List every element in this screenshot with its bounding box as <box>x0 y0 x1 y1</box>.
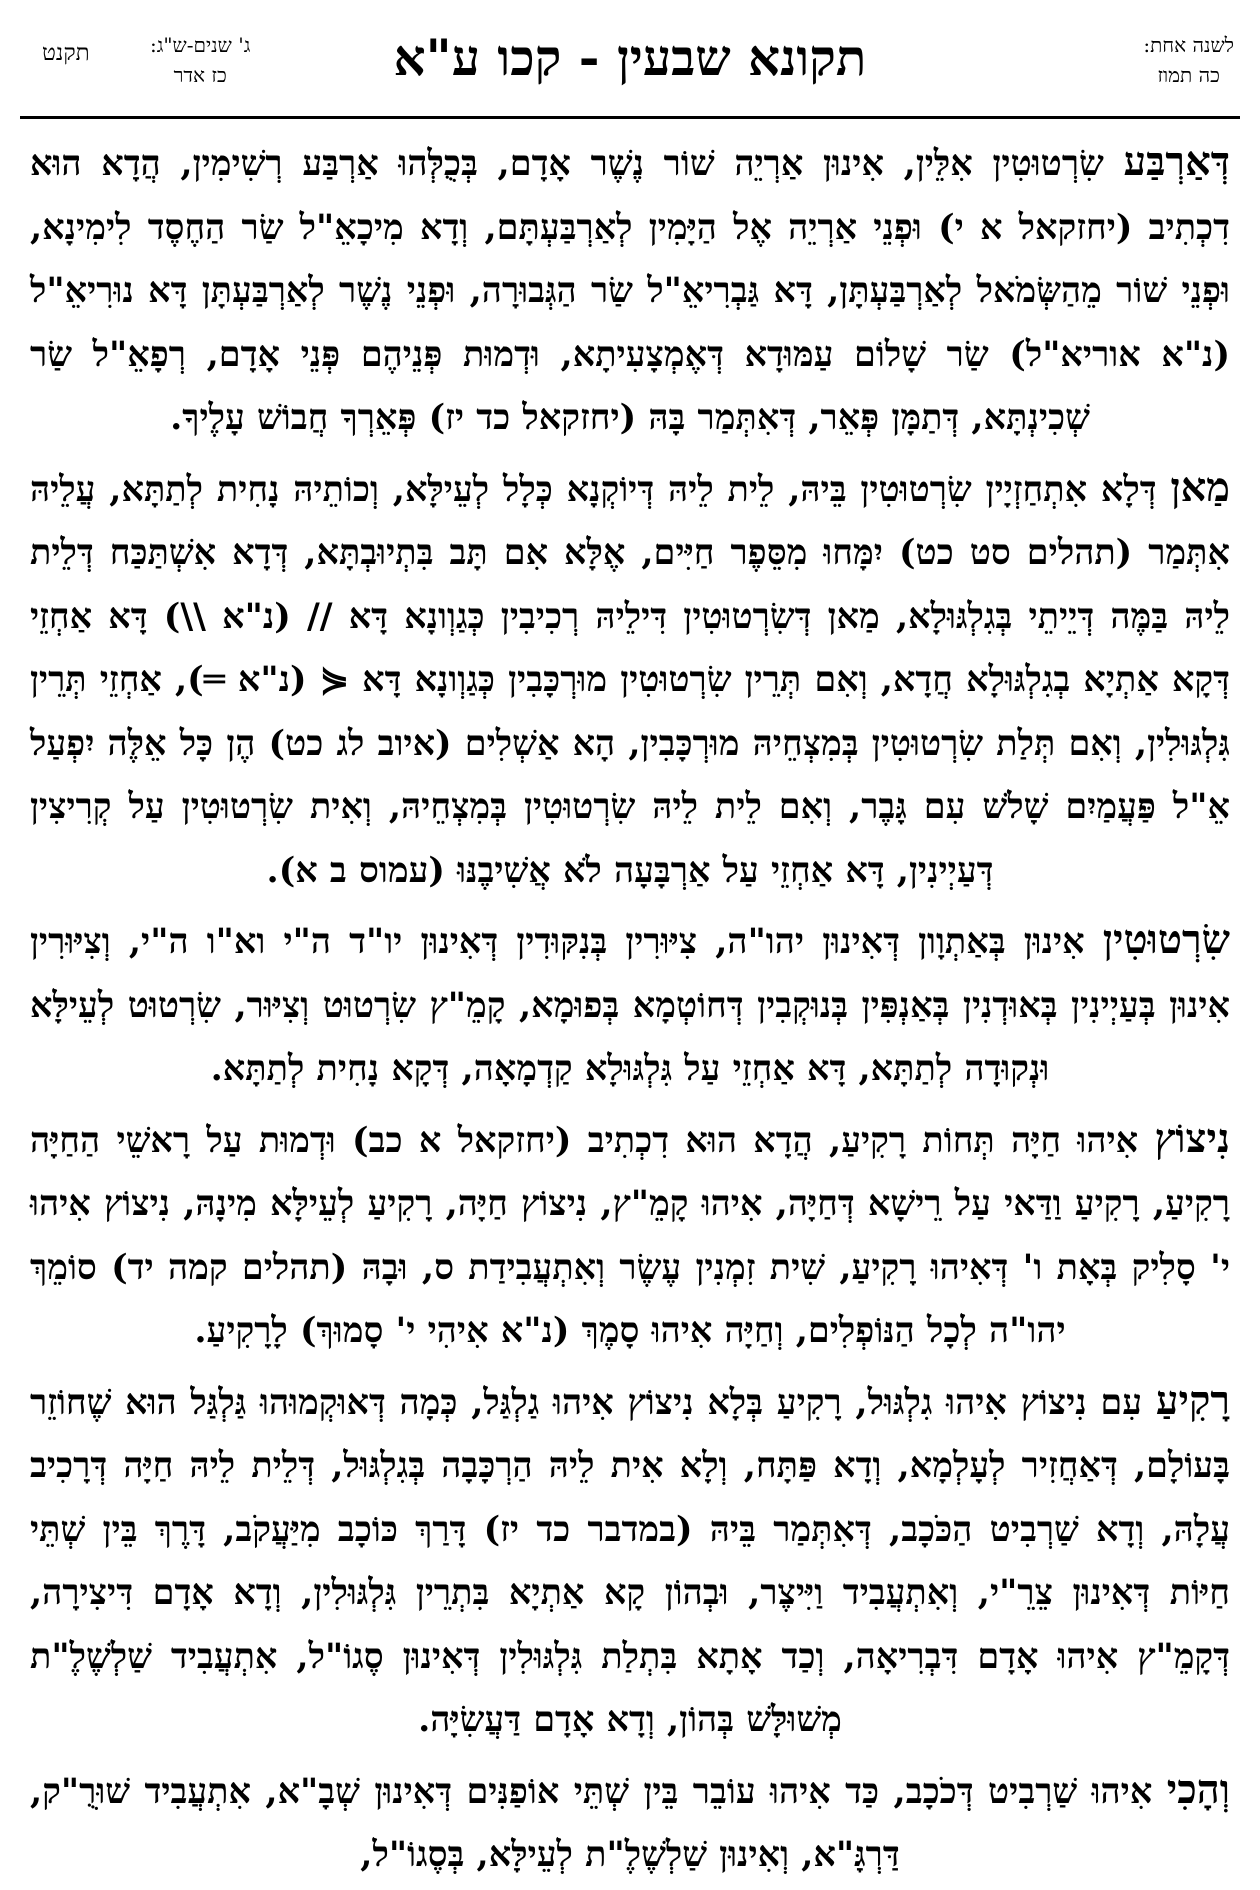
paragraph-body: אִיהוּ שַׁרְבִיט דְּכֹכָב, כַּד אִיהוּ עוֹבֵר בֵּין שְׁתֵּי אוֹפַנִּים דְּאִינוּן שְׁבָ"א, אִתְעֲבִיד שׁוּרֻ"ק, דַּרְגָּ"א, וְאִינוּן שַׁלְשֶׁלֶ"ת לְעֵילָּא, בְּסֶגוֹ"ל, <box>30 1770 1167 1875</box>
text-paragraph <box>30 1369 1230 1752</box>
paragraph-body: אִיהוּ חַיָּה תְּחוֹת רָקִיעַ, הֲדָא הוּא דִכְתִיב (יחזקאל א כב) וּדְמוּת עַל רָאשֵׁי הַחַיָּה רָקִיעַ, רָקִיעַ וַדַּאי עַל רֵישָׁא דְּחַיָּה, אִיהוּ קָמֵ"ץ, נִיצוֹץ חַיָּה, רָקִיעַ לְעֵילָּא מִינָהּ, נִיצוֹץ אִיהוּ י' סָלִיק בְּאָת ו' דְּאִיהוּ רָקִיעַ, שִׁית זִמְנִין עֶשֶׂר וְאִתְעֲבִידַת ס, וּבָהּ (תהלים קמה יד) סוֹמֵךְ יהו"ה לְכָל הַנּוֹפְלִים, וְחַיָּה אִיהוּ סָמֶךְ (נ"א אִיהִי י' סָמוּךְ) לָרָקִיעַ. <box>30 1119 1230 1351</box>
paragraph-body: שִׂרְטוּטִין אִלֵּין, אִינוּן אַרְיֵה שׁוֹר נֶשֶׁר אָדָם, בְּכֻלְּהוּ אַרְבַּע רְשִׁימִין, הֲדָא הוּא דִכְתִיב (יחזקאל א י) וּפְנֵי אַרְיֵה אֶל הַיָּמִין לְאַרְבַּעְתָּם, וְדָא מִיכָאֵ"ל שַׂר הַחֶסֶד לִימִינָא, וּפְנֵי שׁוֹר מֵהַשְּׂמֹאל לְאַרְבַּעְתָּן, דָּא גַּבְרִיאֵ"ל שַׂר הַגְּבוּרָה, וּפְנֵי נֶשֶׁר לְאַרְבַּעְתָּן דָּא נוּרִיאֵ"ל (נ"א אוריא"ל) שַׂר שָׁלוֹם עַמּוּדָא דְּאֶמְצָעִיתָא, וּדְמוּת פְּנֵיהֶם פְּנֵי אָדָם, רְפָאֵ"ל שַׂר שְׁכִינְתָּא, דְּתַמָּן פְּאֵר, דְּאִתְּמַר בָּהּ (יחזקאל כד יז) פְּאֵרְךָ חֲבוֹשׁ עָלֶיךָ. <box>30 143 1230 438</box>
text-paragraph <box>30 130 1230 450</box>
schedule-three-years-date: כז אדר <box>173 63 227 87</box>
paragraph-body: אִינוּן בְּאַתְוָון דְּאִינוּן יהו"ה, צִיּוּרִין בְּנִקּוּדִין דְּאִינוּן יו"ד ה"י וא"ו ה"י, וְצִיּוּרִין אִינוּן בְּעַיְינִין בְּאוּדְנִין בְּאַנְפִּין בְּנוּקְבִין דְּחוֹטְמָא בְּפוּמָא, קָמֵ"ץ שִׂרְטוּט וְצִיּוּר, שִׂרְטוּט לְעֵילָּא וּנְקוּדָה לְתַתָּא, דָּא אַחְזֵי עַל גִּלְגּוּלָא קַדְמָאָה, דְּקָא נָחִית לְתַתָּא. <box>30 921 1230 1089</box>
schedule-one-year-label: לשנה אחת: <box>1143 33 1234 57</box>
schedule-three-years-label: ג' שנים-ש"ג: <box>150 33 251 57</box>
paragraph-body: דְּלָא אִתְחַזְיָין שִׂרְטוּטִין בֵּיהּ, לֵית לֵיהּ דְּיוֹקְנָא כְּלָל לְעֵילָּא, וְכוֹתֵיהּ נָחִית לְתַתָּא, עֲלֵיהּ אִתְּמַר (תהלים סט כט) יִמָּחוּ מִסֵּפֶר חַיִּים, אֶלָּא אִם תָּב בִּתְיוּבְתָּא, דְּדָא אִשְׁתַּכַּח דְּלֵית לֵיהּ בַּמֶּה דְּיֵיתֵי בְּגִלְגּוּלָא, מַאן דְּשִׂרְטוּטִין דִּילֵיהּ רְכִיבִין כְּגַוְונָא דָּא // (נ"א \\) דָּא אַחְזֵי דְּקָא אַתְיָא בְגִלְגּוּלָא חֲדָא, וְאִם תְּרֵין שִׂרְטוּטִין מוּרְכָּבִין כְּגַוְונָא דָּא ⋞ (נ"א ═), אַחְזֵי תְּרֵין גִּלְגּוּלִין, וְאִם תְּלַת שִׂרְטוּטִין בְּמִצְחֵיהּ מוּרְכָּבִין, הָא אַשְׁלִים (איוב לג כט) הֶן כָּל אֵלֶּה יִפְעַל אֵ"ל פַּעֲמַיִם שָׁלֹשׁ עִם גָּבֶר, וְאִם לֵית לֵיהּ שִׂרְטוּטִין בְּמִצְחֵיהּ, וְאִית שִׂרְטוּטִין עַל קְרִיצִין דְּעַיְינִין, דָּא אַחְזֵי עַל אַרְבָּעָה לֹא אֲשִׁיבֶנּוּ (עמוס ב א). <box>30 468 1230 891</box>
text-paragraph <box>30 1758 1230 1887</box>
page-header <box>20 20 1240 119</box>
paragraph-opening-word: דְּאַרְבַּע <box>1123 138 1230 185</box>
paragraph-opening-word: מַאן <box>1170 463 1230 511</box>
page <box>20 20 1240 1875</box>
page-title: תקונא שבעין - קכו ע"א <box>393 28 867 87</box>
paragraph-opening-word: שִׂרְטוּטִין <box>1102 916 1230 963</box>
paragraph-opening-word: רָקִיעַ <box>1155 1376 1230 1424</box>
main-text <box>30 130 1230 1887</box>
paragraph-body: עִם נִיצוֹץ אִיהוּ גִלְגּוּל, רָקִיעַ בְּלָא נִיצוֹץ אִיהוּ גַלְגַּל, כְּמָה דְּאוּקְמוּהוּ גַּלְגַּל הוּא שֶׁחוֹזֵר בָּעוֹלָם, דְּאַחֲזִיר לְעָלְמָא, וְדָא פַּתָּח, וְלָא אִית לֵיהּ הַרְכָּבָה בְּגִלְגּוּל, דְּלֵית לֵיהּ חַיָּה דְּרָכִיב עֲלָהּ, וְדָא שַׁרְבִיט הַכֹּכָב, דְּאִתְּמַר בֵּיהּ (במדבר כד יז) דָּרַךְ כּוֹכָב מִיַּעֲקֹב, דָּרֶךְ בֵּין שְׁתֵּי חַיּוֹת דְּאִינוּן צֵרֵ"י, וְאִתְעֲבִיד וַיִּיצֶר, וּבְהוֹן קָא אַתְיָא בִּתְרֵין גִּלְגּוּלִין, וְדָא אָדָם דִּיצִירָה, דְּקָמֵ"ץ אִיהוּ אָדָם דִּבְרִיאָה, וְכַד אָתָא בִּתְלַת גִּלְגּוּלִין דְּאִינוּן סֶגוֹ"ל, אִתְעֲבִיד שַׁלְשֶׁלֶ"ת מְשׁוּלָּשׁ בְּהוֹן, וְדָא אָדָם דַּעֲשִׂיָּה. <box>30 1381 1230 1740</box>
paragraph-opening-word: נִיצוֹץ <box>1154 1114 1230 1162</box>
page-number: תקנט <box>42 40 90 66</box>
paragraph-opening-word: וְהָכִי <box>1166 1765 1230 1813</box>
text-paragraph <box>30 456 1230 903</box>
text-paragraph <box>30 908 1230 1101</box>
schedule-one-year-date: כה תמוז <box>1157 63 1220 87</box>
text-paragraph <box>30 1107 1230 1363</box>
schedule-three-years <box>150 30 250 90</box>
